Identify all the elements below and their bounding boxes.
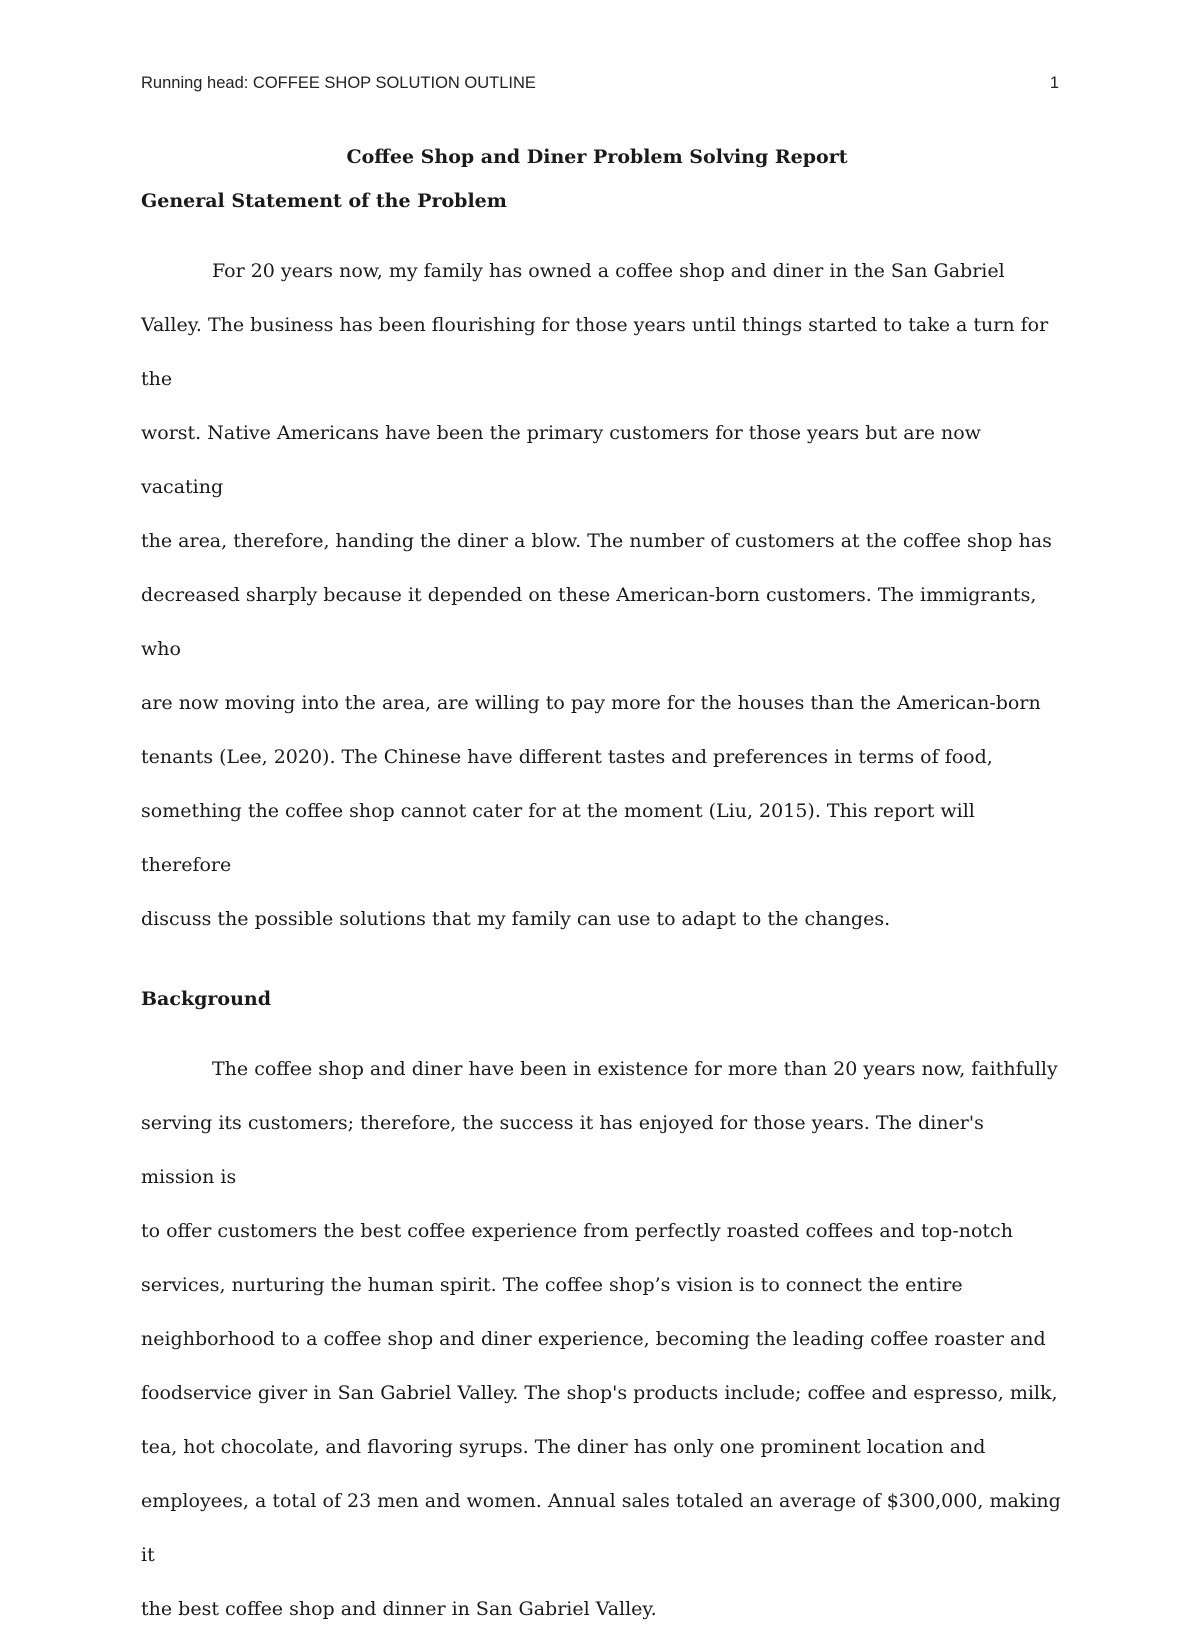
section-heading-problem-statement: General Statement of the Problem [141,190,507,212]
paragraph-background: The coffee shop and diner have been in existence for more than 20 years now, faithfully serving its customers; therefore, the success it has enjoyed for those years. The diner's mission is to offer customers the best coffee experience from perfectly roasted coffees and top-notch services, nurturing the human spirit. The coffee shop’s vision is to connect the entire neighborhood to a coffee shop and diner experience, becoming the leading coffee roaster and foodservice giver in San Gabriel Valley. The shop's products include; coffee and espresso, milk, tea, hot chocolate, and flavoring syrups. The diner has only one prominent location and employees, a total of 23 men and women. Annual sales totaled an average of $300,000, making it the best coffee shop and dinner in San Gabriel Valley. [141,1058,1061,1620]
page-number: 1 [1049,74,1059,92]
section-heading-background: Background [141,988,271,1010]
document-body [141,140,1061,1636]
document-title: Coffee Shop and Diner Problem Solving Report [346,146,848,168]
paragraph-problem-statement: For 20 years now, my family has owned a coffee shop and diner in the San Gabriel Valley. The business has been flourishing for those years until things started to take a turn for the worst. Native Americans have been the primary customers for those years but are now vacating the area, therefore, handing the diner a blow. The number of customers at the coffee shop has decreased sharply because it depended on these American-born customers. The immigrants, who are now moving into the area, are willing to pay more for the houses than the American-born tenants (Lee, 2020). The Chinese have different tastes and preferences in terms of food, something the coffee shop cannot cater for at the moment (Liu, 2015). This report will therefore discuss the possible solutions that my family can use to adapt to the changes. [141,260,1052,930]
running-head: Running head: COFFEE SHOP SOLUTION OUTLINE [141,74,536,92]
page-header [141,74,1059,102]
